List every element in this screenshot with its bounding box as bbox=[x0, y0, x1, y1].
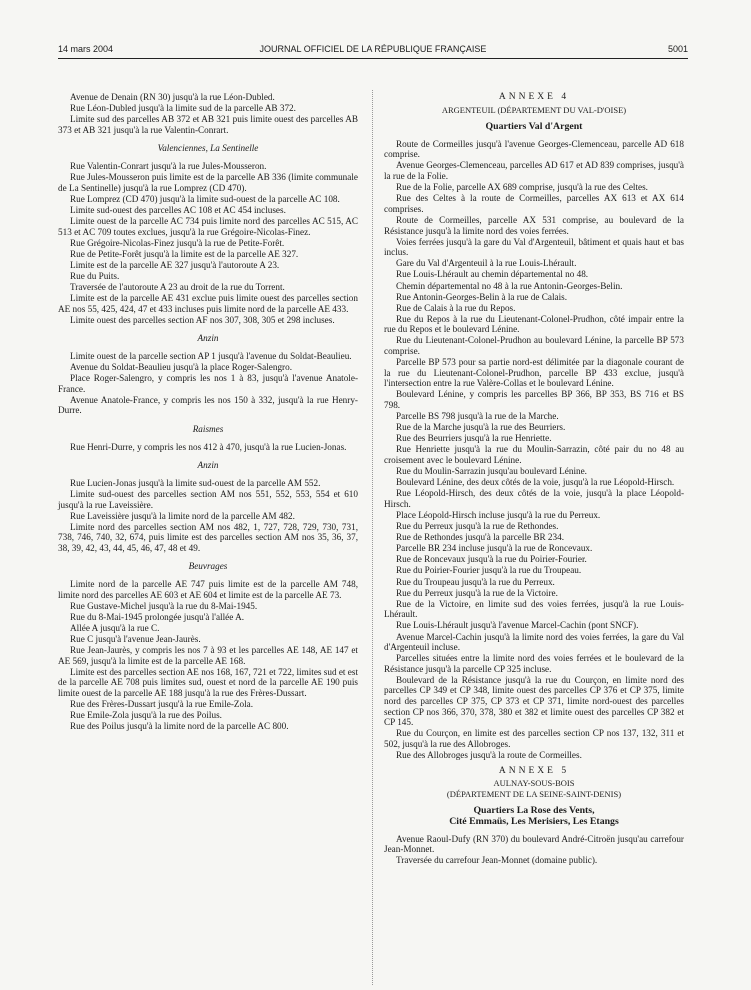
paragraph: Rue du Moulin-Sarrazin jusqu'au boulevard Lénine. bbox=[396, 466, 587, 477]
paragraph: Rue Valentin-Conrart jusqu'à la rue Jules-Mousseron. bbox=[70, 160, 267, 171]
section-title: Beuvrages bbox=[188, 561, 228, 572]
section-title: Raismes bbox=[192, 424, 224, 435]
paragraph: Avenue du Soldat-Beaulieu jusqu'à la place Roger-Salengro. bbox=[70, 362, 292, 373]
paragraph: Rue Louis-Lhérault au chemin départemental no 48. bbox=[396, 269, 589, 280]
paragraph: Route de Cormeilles, parcelle AX 531 comprise, au boulevard de la Résistance jusqu'à la limite nord des voies ferrées. bbox=[384, 214, 684, 236]
paragraph: Rue du Lieutenant-Colonel-Prudhon au boulevard Lénine, la parcelle BP 573 comprise. bbox=[384, 335, 684, 357]
paragraph: Traversée du carrefour Jean-Monnet (domaine public). bbox=[396, 855, 598, 866]
paragraph: Rue du Repos à la rue du Lieutenant-Colonel-Prudhon, côté impair entre la rue du Repos et le boulevard Lénine. bbox=[384, 313, 684, 335]
paragraph: Rue du Perreux jusqu'à la rue de Rethondes. bbox=[396, 521, 559, 532]
paragraph: Rue des Beurriers jusqu'à la rue Henriette. bbox=[396, 433, 552, 444]
annex-4-list bbox=[384, 139, 684, 761]
paragraph: Rue de Calais à la rue du Repos. bbox=[396, 302, 516, 313]
paragraph: Rue Jules-Mousseron puis limite est de la parcelle AB 336 (limite communale de La Sentinelle) jusqu'à la rue Lomprez (CD 470). bbox=[58, 172, 358, 193]
paragraph: Parcelle BS 798 jusqu'à la rue de la Marche. bbox=[396, 411, 559, 422]
paragraph: Avenue Georges-Clemenceau, parcelles AD 617 et AD 839 comprises, jusqu'à la rue de la Folie. bbox=[384, 160, 684, 182]
paragraph: Limite ouest de la parcelle AC 734 puis limite nord des parcelles AC 515, AC 513 et AC 709 toutes exclues, jusqu'à la rue Grégoire-Nicolas-Finez. bbox=[58, 215, 358, 237]
paragraph: Rue Grégoire-Nicolas-Finez jusqu'à la rue de Petite-Forêt. bbox=[70, 237, 285, 248]
paragraph: Rue de la Marche jusqu'à la rue des Beurriers. bbox=[396, 422, 566, 433]
annex-5-quarter-2: Cité Emmaüs, Les Merisiers, Les Etangs bbox=[449, 816, 619, 827]
paragraph: Rue du Perreux jusqu'à la rue de la Victoire. bbox=[396, 587, 558, 598]
annex-4-title: ANNEXE 4 bbox=[498, 92, 570, 102]
paragraph: Avenue Marcel-Cachin jusqu'à la limite nord des voies ferrées, la gare du Val d'Argenteuil incluse. bbox=[384, 631, 684, 653]
section-anzin-1 bbox=[58, 351, 358, 416]
paragraph: Rue des Frères-Dussart jusqu'à la rue Emile-Zola. bbox=[70, 699, 254, 710]
paragraph: Limite ouest de la parcelle section AP 1 jusqu'à l'avenue du Soldat-Beaulieu. bbox=[70, 350, 352, 361]
paragraph: Rue de la Victoire, en limite sud des voies ferrées, jusqu'à la rue Louis-Lhérault. bbox=[384, 598, 684, 620]
paragraph: Allée A jusqu'à la rue C. bbox=[70, 622, 160, 633]
paragraph: Parcelle BR 234 incluse jusqu'à la rue de Roncevaux. bbox=[396, 543, 593, 554]
paragraph: Rue Lucien-Jonas jusqu'à la limite sud-ouest de la parcelle AM 552. bbox=[70, 477, 321, 488]
section-beuvrages bbox=[58, 579, 358, 732]
paragraph: Rue des Allobroges jusqu'à la route de Cormeilles. bbox=[396, 750, 582, 761]
paragraph: Rue Léopold-Hirsch, des deux côtés de la voie, jusqu'à la place Léopold-Hirsch. bbox=[384, 488, 684, 509]
paragraph: Rue Louis-Lhérault jusqu'à l'avenue Marcel-Cachin (pont SNCF). bbox=[396, 620, 639, 631]
paragraph: Boulevard Lénine, des deux côtés de la voie, jusqu'à la rue Léopold-Hirsch. bbox=[396, 477, 675, 488]
header-title: JOURNAL OFFICIEL DE LA RÉPUBLIQUE FRANÇAISE bbox=[259, 44, 487, 54]
left-column bbox=[58, 92, 358, 732]
header-rule bbox=[58, 58, 688, 59]
paragraph: Place Roger-Salengro, y compris les nos 1 à 83, jusqu'à l'avenue Anatole-France. bbox=[58, 373, 358, 394]
paragraph: Boulevard de la Résistance jusqu'à la rue du Courçon, en limite nord des parcelles CP 349 et CP 348, limite ouest des parcelles CP 376 et CP 375, limite nord des parcelles CP 375, CP 373 et CP 371, limite nord-ouest des parcelles section CP nos 366, 370, 378, 380 et 382 et limite ouest des parcelles CP 382 et CP 145. bbox=[384, 674, 684, 728]
paragraph: Limite est des parcelles section AE nos 168, 167, 721 et 722, limites sud et est de la parcelle AE 708 puis limites sud, ouest et nord de la parcelle AE 190 puis limite ouest de la parcelle AE 188 jusqu'à la rue des Frères-Dussart. bbox=[58, 666, 358, 698]
section-title: Valenciennes, La Sentinelle bbox=[157, 143, 259, 154]
paragraph: Rue des Celtes à la route de Cormeilles, parcelles AX 613 et AX 614 comprises. bbox=[384, 193, 684, 214]
paragraph: Rue de Roncevaux jusqu'à la rue du Poirier-Fourier. bbox=[396, 554, 587, 565]
paragraph: Rue Antonin-Georges-Belin à la rue de Calais. bbox=[396, 291, 568, 302]
annex-5-title: ANNEXE 5 bbox=[498, 765, 570, 776]
paragraph: Place Léopold-Hirsch incluse jusqu'à la rue du Perreux. bbox=[396, 509, 601, 520]
section-title: Anzin bbox=[197, 333, 219, 344]
section-anzin-2 bbox=[58, 478, 358, 554]
section-raismes bbox=[58, 442, 358, 453]
paragraph: Rue Gustave-Michel jusqu'à la rue du 8-Mai-1945. bbox=[70, 600, 258, 611]
paragraph: Avenue Raoul-Dufy (RN 370) du boulevard André-Citroën jusqu'au carrefour Jean-Monnet. bbox=[384, 833, 684, 855]
paragraph: Rue de Rethondes jusqu'à la parcelle BR 234. bbox=[396, 532, 565, 543]
paragraph: Rue Laveissière jusqu'à la limite nord de la parcelle AM 482. bbox=[70, 510, 295, 521]
paragraph: Boulevard Lénine, y compris les parcelles BP 366, BP 353, BS 716 et BS 798. bbox=[384, 389, 684, 411]
paragraph: Rue du Poirier-Fourier jusqu'à la rue du Troupeau. bbox=[396, 565, 582, 576]
paragraph: Avenue de Denain (RN 30) jusqu'à la rue Léon-Dubled. bbox=[70, 92, 275, 102]
section-valenciennes bbox=[58, 161, 358, 325]
page-header bbox=[58, 44, 688, 58]
paragraph: Rue du 8-Mai-1945 prolongée jusqu'à l'allée A. bbox=[70, 611, 245, 622]
annex-5-list bbox=[384, 834, 684, 866]
paragraph: Chemin départemental no 48 à la rue Antonin-Georges-Belin. bbox=[396, 280, 623, 291]
paragraph: Rue Emile-Zola jusqu'à la rue des Poilus. bbox=[70, 710, 222, 721]
paragraph: Limite est de la parcelle AE 431 exclue puis limite ouest des parcelles section AE nos 55, 425, 424, 47 et 433 incluses puis limite nord de la parcelle AE 433. bbox=[58, 293, 358, 314]
paragraph: Traversée de l'autoroute A 23 au droit de la rue du Torrent. bbox=[70, 282, 285, 292]
paragraph: Rue C jusqu'à l'avenue Jean-Jaurès. bbox=[70, 634, 201, 645]
paragraph: Parcelles situées entre la limite nord des voies ferrées et le boulevard de la Résistance jusqu'à la parcelle CP 325 incluse. bbox=[384, 653, 684, 674]
paragraph: Rue Léon-Dubled jusqu'à la limite sud de la parcelle AB 372. bbox=[70, 103, 296, 114]
annex-5-quarter-1: Quartiers La Rose des Vents, bbox=[473, 805, 595, 817]
paragraph: Voies ferrées jusqu'à la gare du Val d'Argenteuil, bâtiment et quais haut et bas inclus. bbox=[384, 236, 684, 258]
paragraph: Limite sud-ouest des parcelles section AM nos 551, 552, 553, 554 et 610 jusqu'à la rue Laveissière. bbox=[58, 488, 358, 510]
paragraph: Rue du Troupeau jusqu'à la rue du Perreux. bbox=[396, 576, 555, 587]
paragraph: Route de Cormeilles jusqu'à l'avenue Georges-Clemenceau, parcelle AD 618 comprise. bbox=[384, 138, 684, 160]
paragraph: Gare du Val d'Argenteuil à la rue Louis-Lhérault. bbox=[396, 258, 577, 269]
paragraph: Rue Henriette jusqu'à la rue du Moulin-Sarrazin, côté pair du no 48 au croisement avec le boulevard Lénine. bbox=[384, 444, 684, 465]
paragraph: Limite sud-ouest des parcelles AC 108 et AC 454 incluses. bbox=[70, 204, 286, 215]
paragraph: Rue Jean-Jaurès, y compris les nos 7 à 93 et les parcelles AE 148, AE 147 et AE 569, jusqu'à la limite est de la parcelle AE 168. bbox=[58, 645, 358, 666]
annex-4-department: ARGENTEUIL (DÉPARTEMENT DU VAL-D'OISE) bbox=[441, 104, 627, 115]
paragraph: Rue du Puits. bbox=[70, 270, 120, 281]
intro-section bbox=[58, 92, 358, 135]
section-title: Anzin bbox=[197, 460, 219, 471]
paragraph: Rue de la Folie, parcelle AX 689 comprise, jusqu'à la rue des Celtes. bbox=[396, 182, 648, 193]
paragraph: Limite nord des parcelles section AM nos 482, 1, 727, 728, 729, 730, 731, 738, 746, 740, 32, 674, puis limite est des parcelles section AM nos 35, 36, 37, 38, 39, 42, 43, 44, 45, 46, 47, 48 et 49. bbox=[58, 521, 358, 553]
paragraph: Rue Lomprez (CD 470) jusqu'à la limite sud-ouest de la parcelle AC 108. bbox=[70, 193, 340, 204]
annex-5-department: (DÉPARTEMENT DE LA SEINE-SAINT-DENIS) bbox=[446, 788, 622, 799]
paragraph: Limite nord de la parcelle AE 747 puis limite est de la parcelle AM 748, limite nord des parcelles AE 603 et AE 604 et limite est de la parcelle AE 73. bbox=[58, 579, 358, 600]
paragraph: Rue du Courçon, en limite est des parcelles section CP nos 137, 132, 311 et 502, jusqu'à la rue des Allobroges. bbox=[384, 728, 684, 749]
paragraph: Limite sud des parcelles AB 372 et AB 321 puis limite ouest des parcelles AB 373 et AB 321 jusqu'à la rue Valentin-Conrart. bbox=[58, 114, 358, 135]
annex-5-city: AULNAY-SOUS-BOIS bbox=[493, 778, 575, 789]
annex-4-quarter: Quartiers Val d'Argent bbox=[485, 121, 583, 133]
paragraph: Limite ouest des parcelles section AF nos 307, 308, 305 et 298 incluses. bbox=[70, 314, 335, 325]
right-column bbox=[384, 92, 684, 866]
column-divider bbox=[372, 90, 373, 985]
paragraph: Parcelle BP 573 pour sa partie nord-est délimitée par la diagonale courant de la rue du Lieutenant-Colonel-Prudhon, parcelle BP 433 exclue, jusqu'à l'intersection entre la rue Valère-Collas et le boulevard Lénine. bbox=[384, 357, 684, 389]
header-date: 14 mars 2004 bbox=[58, 44, 114, 54]
page-number: 5001 bbox=[667, 44, 688, 54]
paragraph: Limite est de la parcelle AE 327 jusqu'à l'autoroute A 23. bbox=[70, 259, 280, 270]
paragraph: Rue Henri-Durre, y compris les nos 412 à 470, jusqu'à la rue Lucien-Jonas. bbox=[70, 441, 347, 452]
paragraph: Rue de Petite-Forêt jusqu'à la limite est de la parcelle AE 327. bbox=[70, 248, 299, 259]
paragraph: Rue des Poilus jusqu'à la limite nord de la parcelle AC 800. bbox=[70, 721, 289, 732]
paragraph: Avenue Anatole-France, y compris les nos 150 à 332, jusqu'à la rue Henry-Durre. bbox=[58, 394, 358, 416]
